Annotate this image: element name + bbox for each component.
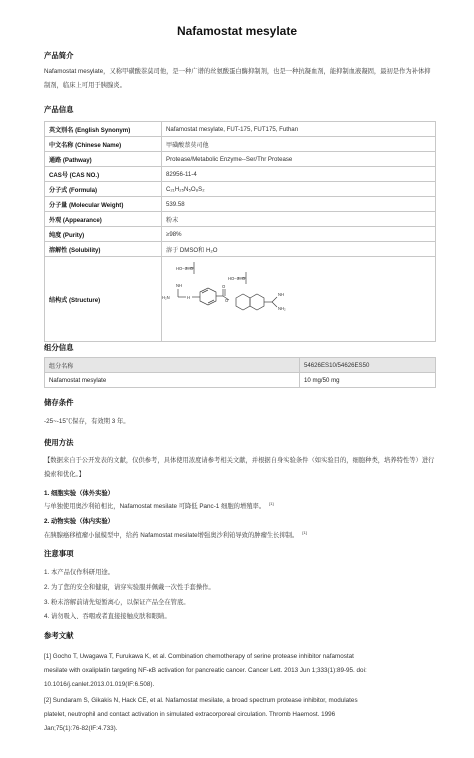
storage-heading: 储存条件: [44, 398, 74, 407]
usage-sub2: 2. 动物实验（体内实验）: [44, 518, 114, 525]
usage-sub1-ref: [1]: [269, 501, 274, 506]
note-item: 4. 请勿吸入、吞咽或者直接接触皮肤和眼睛。: [44, 613, 171, 620]
mesylate-1-label: HO–S=O: [176, 266, 194, 271]
nh-linker-label: H: [187, 295, 191, 300]
row-key: 分子量 (Molecular Weight): [45, 197, 162, 212]
usage-sub1: 1. 细胞实验（体外实验）: [44, 490, 114, 497]
table-row: [45, 197, 436, 212]
nh-top-label: NH: [278, 292, 285, 297]
ref-1-line-1: [1] Gocho T, Uwagawa T, Furukawa K, et al. Combination chemotherapy of serine protease inhibitor nafamostat: [44, 653, 354, 660]
intro-text: Nafamostat mesylate，又称甲磺酸萘莫司他，是一种广谱的丝氨酸蛋白酶抑制剂，也是一种抗凝血剂，能抑制血液凝固，最初是作为补体抑制剂，临床上可用于胰腺炎。: [44, 68, 431, 89]
ref-1-line-3: 10.1016/j.canlet.2013.01.019(IF:6.508).: [44, 681, 155, 688]
notes-heading: 注意事项: [44, 549, 74, 558]
structure-image: [156, 258, 306, 338]
ref-1-line-2: mesilate with oxaliplatin targeting NF-κB activation for pancreatic cancer. Cancer Lett. 2013 Jun 1;333(1):89-95. doi:: [44, 667, 367, 674]
row-value: 甲磺酸萘莫司他: [162, 137, 436, 152]
mesylate-2-label: HO–S=O: [228, 276, 246, 281]
usage-note: 【数据来自于公开发表的文献，仅供参考，具体使用浓度请参考相关文献，并根据自身实验条件（如实验目的，细胞种类，培养特性等）进行摸索和优化。】: [44, 457, 435, 478]
ref-2-line-2: platelet, neutrophil and contact activation in simulated extracorporeal circulation. Thromb Haemost. 1996: [44, 711, 336, 718]
row-key: 中文名称 (Chinese Name): [45, 137, 162, 152]
table-row: [45, 212, 436, 227]
refs-heading: 参考文献: [44, 631, 74, 640]
intro-heading: 产品简介: [44, 51, 74, 60]
row-value: 粉末: [162, 212, 436, 227]
table-row: [45, 122, 436, 137]
usage-sub2-body: 在胰腺癌移植瘤小鼠模型中，给药 Nafamostat mesilate增强奥沙利铂导致的肿瘤生长抑制。: [44, 532, 299, 540]
table-cell: Nafamostat mesylate: [45, 373, 300, 388]
row-key: 溶解性 (Solubility): [45, 242, 162, 257]
row-value: C₂₁H₂₅N₅O₈S₂: [162, 182, 436, 197]
header-cell: 54626ES10/54626ES50: [300, 358, 436, 373]
ref-2-line-3: Jan;75(1):76-82(IF:4.733).: [44, 725, 118, 732]
info-heading: 产品信息: [44, 105, 74, 114]
row-value: 82956-11-4: [162, 167, 436, 182]
note-item: 3. 粉末溶解前请先短暂离心，以保证产品全在管底。: [44, 599, 190, 606]
row-value: 539.58: [162, 197, 436, 212]
table-header-row: [45, 358, 436, 373]
row-key: 外观 (Appearance): [45, 212, 162, 227]
table-row: [45, 242, 436, 257]
group-info-table: [44, 357, 436, 388]
table-cell: 10 mg/50 mg: [300, 373, 436, 388]
table-row: [45, 227, 436, 242]
usage-sub1-text: [44, 501, 274, 510]
row-key: CAS号 (CAS NO.): [45, 167, 162, 182]
row-key: 英文别名 (English Synonym): [45, 122, 162, 137]
table-row: [45, 167, 436, 182]
row-value: ≥98%: [162, 227, 436, 242]
nh-left-label: NH: [176, 283, 183, 288]
row-key: 通路 (Pathway): [45, 152, 162, 167]
table-row: [45, 137, 436, 152]
note-item: 2. 为了您的安全和健康，请穿实验服并佩戴一次性手套操作。: [44, 584, 215, 591]
usage-sub2-text: [44, 530, 307, 539]
amine-left-label: H₂N: [162, 295, 170, 300]
carbonyl-o-label: O: [222, 284, 226, 289]
row-value: Protease/Metabolic Enzyme--Ser/Thr Protease: [162, 152, 436, 167]
usage-sub1-body: 与单独使用奥沙利铂相比，Nafamostat mesilate 可降低 Panc-1 细胞的增殖率。: [44, 503, 266, 511]
storage-text: -25~-15℃保存，有效期 3 年。: [44, 418, 130, 425]
row-key: 纯度 (Purity): [45, 227, 162, 242]
row-value: Nafamostat mesylate, FUT-175, FUT175, Futhan: [162, 122, 436, 137]
usage-sub2-ref: [1]: [302, 530, 307, 535]
table-row: [45, 373, 436, 388]
row-key: 结构式 (Structure): [45, 257, 162, 342]
ref-2-line-1: [2] Sundaram S, Gikakis N, Hack CE, et al. Nafamostat mesilate, a broad spectrum protease inhibitor, modulates: [44, 697, 358, 704]
page-title: Nafamostat mesylate: [176, 24, 298, 38]
row-key: 分子式 (Formula): [45, 182, 162, 197]
note-item: 1. 本产品仅作科研用途。: [44, 569, 114, 576]
table-row: [45, 152, 436, 167]
group-heading: 组分信息: [44, 343, 74, 352]
row-value: 溶于 DMSO和 H₂O: [162, 242, 436, 257]
header-cell: 组分名称: [45, 358, 300, 373]
usage-heading: 使用方法: [44, 438, 74, 447]
nh-right-label: NH₂: [278, 306, 286, 311]
ester-o-label: O: [225, 298, 229, 303]
table-row: [45, 182, 436, 197]
